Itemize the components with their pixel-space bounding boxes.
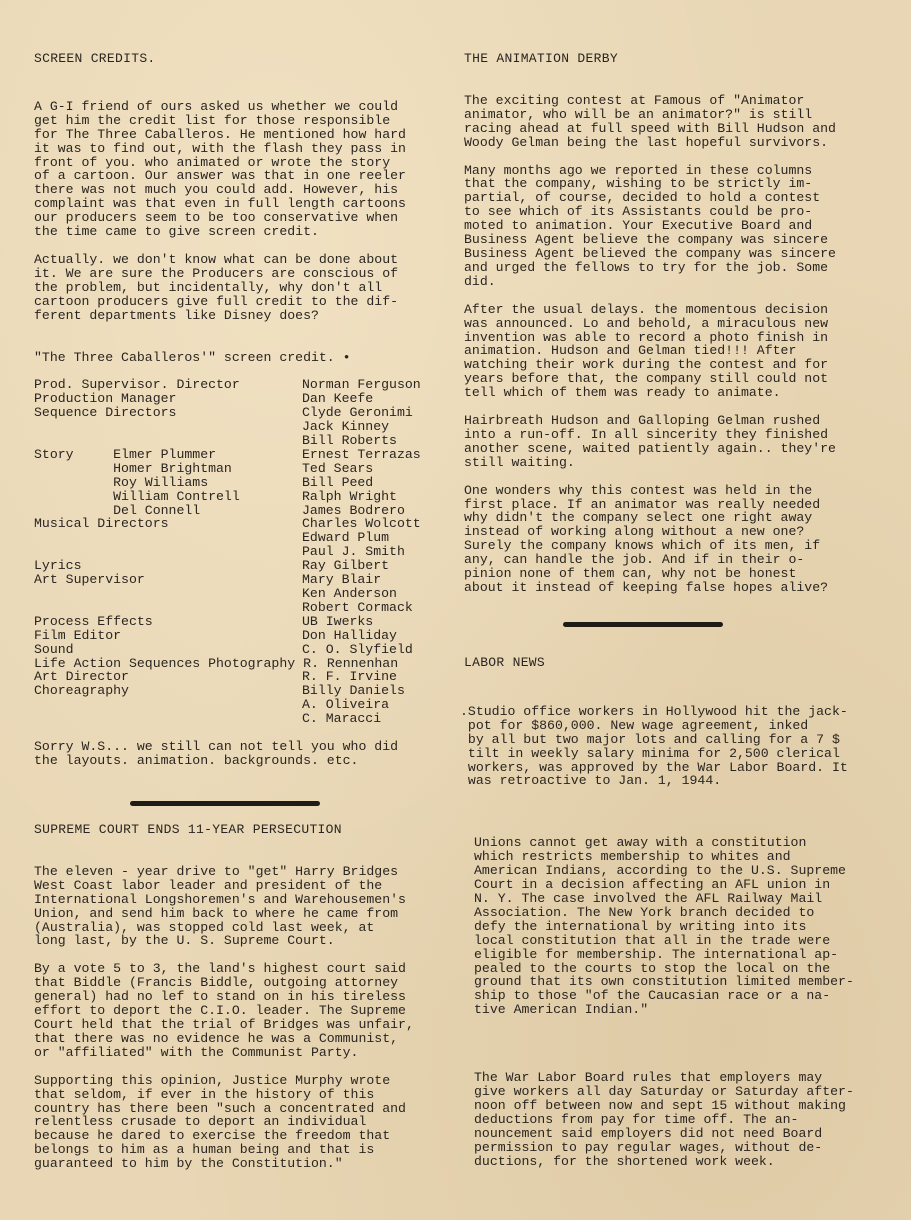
text-line: West Coast labor leader and president of the <box>34 877 383 893</box>
section-divider-right <box>563 622 723 627</box>
credit-role: Art Supervisor <box>34 572 145 588</box>
credit-role <box>34 420 302 434</box>
text-line: nouncement said employers did not need Board <box>474 1125 823 1141</box>
text-line: moted to animation. Your Executive Board and <box>464 218 813 234</box>
credit-name: Ralph Wright <box>302 488 397 504</box>
text-line: animation. Hudson and Gelman tied!!! After <box>464 343 797 359</box>
text-line: the problem, but incidentally, why don't all <box>34 279 383 295</box>
text-line: that seldom, if ever in the history of this <box>34 1086 375 1102</box>
text-line: was retroactive to Jan. 1, 1944. <box>460 773 722 789</box>
text-line: it. We are sure the Producers are conscious of <box>34 265 399 281</box>
credit-name: UB Iwerks <box>302 613 374 629</box>
credit-role: Life Action Sequences Photography <box>34 655 296 671</box>
labor-news-section <box>460 655 884 1169</box>
text-line: racing ahead at full speed with Bill Hudson and <box>464 120 836 136</box>
credit-role: Story Elmer Plummer <box>34 446 217 462</box>
text-line: into a run-off. In all sincerity they finished <box>464 426 829 442</box>
credit-name: James Bodrero <box>302 502 405 518</box>
text-line: of a cartoon. Our answer was that in one reeler <box>34 168 406 184</box>
credit-row <box>34 587 444 601</box>
text-line: pot for $860,000. New wage agreement, inked <box>460 717 809 733</box>
text-line: because he dared to exercise the freedom that <box>34 1128 391 1144</box>
text-line: for The Three Caballeros. He mentioned how hard <box>34 126 406 142</box>
text-line: Hairbreath Hudson and Galloping Gelman rushed <box>464 413 821 429</box>
text-line: local constitution that all in the trade were <box>474 932 831 948</box>
section-divider-left <box>130 801 320 806</box>
text-line: Unions cannot get away with a constitution <box>474 835 807 851</box>
credit-role: Prod. Supervisor. Director <box>34 377 240 393</box>
screen-credits-heading: SCREEN CREDITS. <box>34 51 156 66</box>
text-line: Association. The New York branch decided to <box>474 904 815 920</box>
text-line: relentless crusade to deport an individual <box>34 1114 367 1130</box>
text-line: by all but two major lots and calling for a 7 $ <box>460 731 840 747</box>
text-line: Surely the company knows which of its men, if <box>464 538 821 554</box>
credit-name: Ray Gilbert <box>302 558 390 574</box>
left-column <box>34 52 444 768</box>
text-line: invention was able to record a photo finish in <box>464 329 829 345</box>
credit-row <box>34 420 444 434</box>
credit-role: Production Manager <box>34 391 177 407</box>
text-line: watching their work during the contest and for <box>464 357 829 373</box>
screen-credits-paragraph-1 <box>34 100 444 239</box>
text-line: front of you. who animated or wrote the story <box>34 154 391 170</box>
text-line: the time came to give screen credit. <box>34 224 319 240</box>
credit-name: R. Rennenhan <box>303 655 399 671</box>
text-line: Business Agent believe the company was sincere <box>464 232 829 248</box>
credit-role <box>34 587 302 601</box>
text-line: ship to those "of the Caucasian race or a na- <box>474 988 831 1004</box>
credit-row <box>34 545 444 559</box>
animation-derby-paragraph-5 <box>464 484 884 595</box>
credit-role <box>34 545 302 559</box>
animation-derby-paragraph-4 <box>464 414 884 470</box>
text-line: The eleven - year drive to "get" Harry Bridges <box>34 863 399 879</box>
text-line: animator, who will be an animator?" is still <box>464 106 813 122</box>
credit-row <box>34 406 444 420</box>
text-line: first place. If an animator was really needed <box>464 496 821 512</box>
text-line: One wonders why this contest was held in the <box>464 482 813 498</box>
text-line: still waiting. <box>464 454 575 470</box>
credit-name: A. Oliveira <box>302 697 390 713</box>
credit-name: Bill Peed <box>302 474 374 490</box>
text-line: noon off between now and sept 15 without making <box>474 1097 846 1113</box>
credit-name: Ken Anderson <box>302 586 397 601</box>
credit-role: Sequence Directors <box>34 405 177 421</box>
text-line: instead of working along without a new one? <box>464 524 805 540</box>
text-line: ground that its own constitution limited member- <box>474 974 854 990</box>
text-line: .Studio office workers in Hollywood hit the jack- <box>460 703 848 719</box>
labor-news-paragraph-3 <box>474 1071 884 1168</box>
credit-row <box>34 517 444 531</box>
text-line: ductions, for the shortened work week. <box>474 1153 775 1169</box>
credit-list <box>34 378 444 726</box>
text-line: (Australia), was stopped cold last week, at <box>34 919 375 935</box>
labor-news-paragraph-2 <box>474 836 884 1017</box>
labor-news-paragraph-1 <box>460 705 884 788</box>
animation-derby-paragraph-3 <box>464 303 884 400</box>
credit-row <box>34 615 444 629</box>
screen-credits-paragraph-3 <box>34 740 444 768</box>
text-line: years before that, the company still could not <box>464 371 829 387</box>
credit-name: Billy Daniels <box>302 683 405 699</box>
credit-name: Ted Sears <box>302 460 374 476</box>
credit-role <box>34 601 302 615</box>
text-line: why didn't the company select one right away <box>464 510 813 526</box>
credit-row <box>34 504 444 518</box>
text-line: country has there been "such a concentrated and <box>34 1100 406 1116</box>
animation-derby-heading: THE ANIMATION DERBY <box>464 51 618 66</box>
screen-credits-paragraph-2 <box>34 253 444 323</box>
text-line: ferent departments like Disney does? <box>34 307 319 323</box>
credit-row <box>34 490 444 504</box>
credit-row <box>34 476 444 490</box>
text-line: there was not much you could add. However, his <box>34 182 399 198</box>
credit-name: Robert Cormack <box>302 599 413 615</box>
text-line: partial, of course, decided to hold a contest <box>464 190 821 206</box>
credit-name: R. F. Irvine <box>302 669 397 685</box>
text-line: our producers seem to be too conservative when <box>34 210 399 226</box>
supreme-court-section <box>34 823 444 1171</box>
credit-role <box>34 531 302 545</box>
text-line: effort to deport the C.I.O. leader. The Supreme <box>34 1003 406 1019</box>
credit-row <box>34 629 444 643</box>
credit-role <box>34 698 302 712</box>
text-line: long last, by the U. S. Supreme Court. <box>34 933 335 949</box>
credit-row <box>34 712 444 726</box>
animation-derby-paragraph-1 <box>464 94 884 150</box>
credit-name: Charles Wolcott <box>302 516 421 532</box>
text-line: did. <box>464 273 496 289</box>
credit-role <box>34 712 302 726</box>
text-line: that Biddle (Francis Biddle, outgoing attorney <box>34 975 399 991</box>
credit-row <box>34 643 444 657</box>
text-line: deductions from pay for time off. The an- <box>474 1111 799 1127</box>
text-line: Business Agent believed the company was sincere <box>464 245 836 261</box>
credit-name: Paul J. Smith <box>302 544 405 560</box>
credit-row <box>34 462 444 476</box>
text-line: another scene, waited patiently again.. they're <box>464 440 836 456</box>
credit-name: Bill Roberts <box>302 433 397 449</box>
credit-role: Del Connell <box>34 502 201 518</box>
text-line: defy the international by writing into its <box>474 918 807 934</box>
credit-role: Lyrics <box>34 558 82 574</box>
credit-row <box>34 531 444 545</box>
credit-role: Art Director <box>34 669 129 685</box>
credit-row <box>34 392 444 406</box>
credit-name: Don Halliday <box>302 627 397 643</box>
text-line: permission to pay regular wages, without de- <box>474 1139 823 1155</box>
text-line: get him the credit list for those responsible <box>34 112 391 128</box>
supreme-court-paragraph-3 <box>34 1074 444 1171</box>
credit-name: Clyde Geronimi <box>302 405 413 421</box>
credit-role: Process Effects <box>34 613 153 629</box>
credit-row <box>34 601 444 615</box>
text-line: about it instead of keeping false hopes alive? <box>464 580 829 595</box>
text-line: Sorry W.S... we still can not tell you who did <box>34 739 399 755</box>
supreme-court-paragraph-2 <box>34 962 444 1059</box>
text-line: Supporting this opinion, Justice Murphy wrote <box>34 1072 391 1088</box>
text-line: By a vote 5 to 3, the land's highest court said <box>34 961 406 977</box>
credit-role: Homer Brightman <box>34 460 232 476</box>
credit-role: Roy Williams <box>34 474 209 490</box>
credit-row <box>34 670 444 684</box>
credit-role: Film Editor <box>34 627 122 643</box>
supreme-court-paragraph-1 <box>34 865 444 948</box>
text-line: any, can handle the job. And if in their o- <box>464 552 805 568</box>
labor-news-heading: LABOR NEWS <box>464 655 546 670</box>
text-line: American Indians, according to the U.S. Supreme <box>474 863 846 879</box>
credit-role: Sound <box>34 641 74 657</box>
credit-name: Jack Kinney <box>302 419 390 435</box>
text-line: that the company, wishing to be strictly im- <box>464 176 813 192</box>
text-line: to see which of its Assistants could be pro- <box>464 204 813 220</box>
text-line: Union, and send him back to where he came from <box>34 905 399 921</box>
text-line: Woody Gelman being the last hopeful survivors. <box>464 134 829 150</box>
credit-row <box>34 559 444 573</box>
text-line: tilt in weekly salary minima for 2,500 clerical <box>460 745 840 761</box>
text-line: cartoon producers give full credit to the dif- <box>34 293 399 309</box>
credit-row <box>34 698 444 712</box>
text-line: After the usual delays. the momentous decision <box>464 301 829 317</box>
animation-derby-paragraph-2 <box>464 164 884 289</box>
text-line: general) had no lef to stand on in his tireless <box>34 989 406 1005</box>
credit-name: C. Maracci <box>302 711 382 727</box>
credit-row <box>34 573 444 587</box>
credit-row <box>34 448 444 462</box>
text-line: A G-I friend of ours asked us whether we could <box>34 98 399 114</box>
text-line: give workers all day Saturday or Saturday after- <box>474 1084 854 1100</box>
text-line: it was to find out, with the flash they pass in <box>34 140 406 156</box>
text-line: Court in a decision affecting an AFL union in <box>474 877 831 893</box>
credit-row <box>34 684 444 698</box>
text-line: was announced. Lo and behold, a miraculous new <box>464 315 829 331</box>
right-column <box>464 52 884 595</box>
credit-name: Mary Blair <box>302 572 382 588</box>
credit-role <box>34 434 302 448</box>
text-line: The exciting contest at Famous of "Animator <box>464 92 805 108</box>
text-line: pinion none of them can, why not be honest <box>464 566 797 582</box>
credit-row <box>34 657 444 671</box>
text-line: N. Y. The case involved the AFL Railway Mail <box>474 890 823 906</box>
credit-row <box>34 378 444 392</box>
credit-role: Choreagraphy <box>34 683 129 699</box>
text-line: International Longshoremen's and Warehousemen's <box>34 891 406 907</box>
text-line: guaranteed to him by the Constitution." <box>34 1156 343 1172</box>
credit-list-title: "The Three Caballeros'" screen credit. • <box>34 349 351 365</box>
text-line: The War Labor Board rules that employers may <box>474 1070 823 1086</box>
credit-role: William Contrell <box>34 488 240 504</box>
text-line: Court held that the trial of Bridges was unfair, <box>34 1016 414 1032</box>
supreme-court-heading: SUPREME COURT ENDS 11-YEAR PERSECUTION <box>34 822 342 837</box>
text-line: tive American Indian." <box>474 1002 649 1018</box>
text-line: and urged the fellows to try for the job. Some <box>464 259 829 275</box>
text-line: belongs to him as a human being and that is <box>34 1142 375 1158</box>
text-line: or "affiliated" with the Communist Party. <box>34 1044 359 1060</box>
text-line: eligible for membership. The international ap- <box>474 946 839 962</box>
text-line: complaint was that even in full length cartoons <box>34 196 406 212</box>
credit-role: Musical Directors <box>34 516 169 532</box>
text-line: Many months ago we reported in these columns <box>464 162 813 178</box>
credit-name: C. O. Slyfield <box>302 641 413 657</box>
credit-row <box>34 434 444 448</box>
credit-name: Norman Ferguson <box>302 377 421 393</box>
credit-name: Ernest Terrazas <box>302 446 421 462</box>
text-line: that there was no evidence he was a Communist, <box>34 1030 399 1046</box>
text-line: which restricts membership to whites and <box>474 849 791 865</box>
text-line: workers, was approved by the War Labor Board. It <box>460 759 848 775</box>
text-line: tell which of them was ready to animate. <box>464 385 781 401</box>
text-line: pealed to the courts to stop the local on the <box>474 960 831 976</box>
text-line: Actually. we don't know what can be done about <box>34 251 399 267</box>
text-line: the layouts. animation. backgrounds. etc. <box>34 752 359 768</box>
credit-name: Edward Plum <box>302 530 390 546</box>
credit-name: Dan Keefe <box>302 391 374 407</box>
